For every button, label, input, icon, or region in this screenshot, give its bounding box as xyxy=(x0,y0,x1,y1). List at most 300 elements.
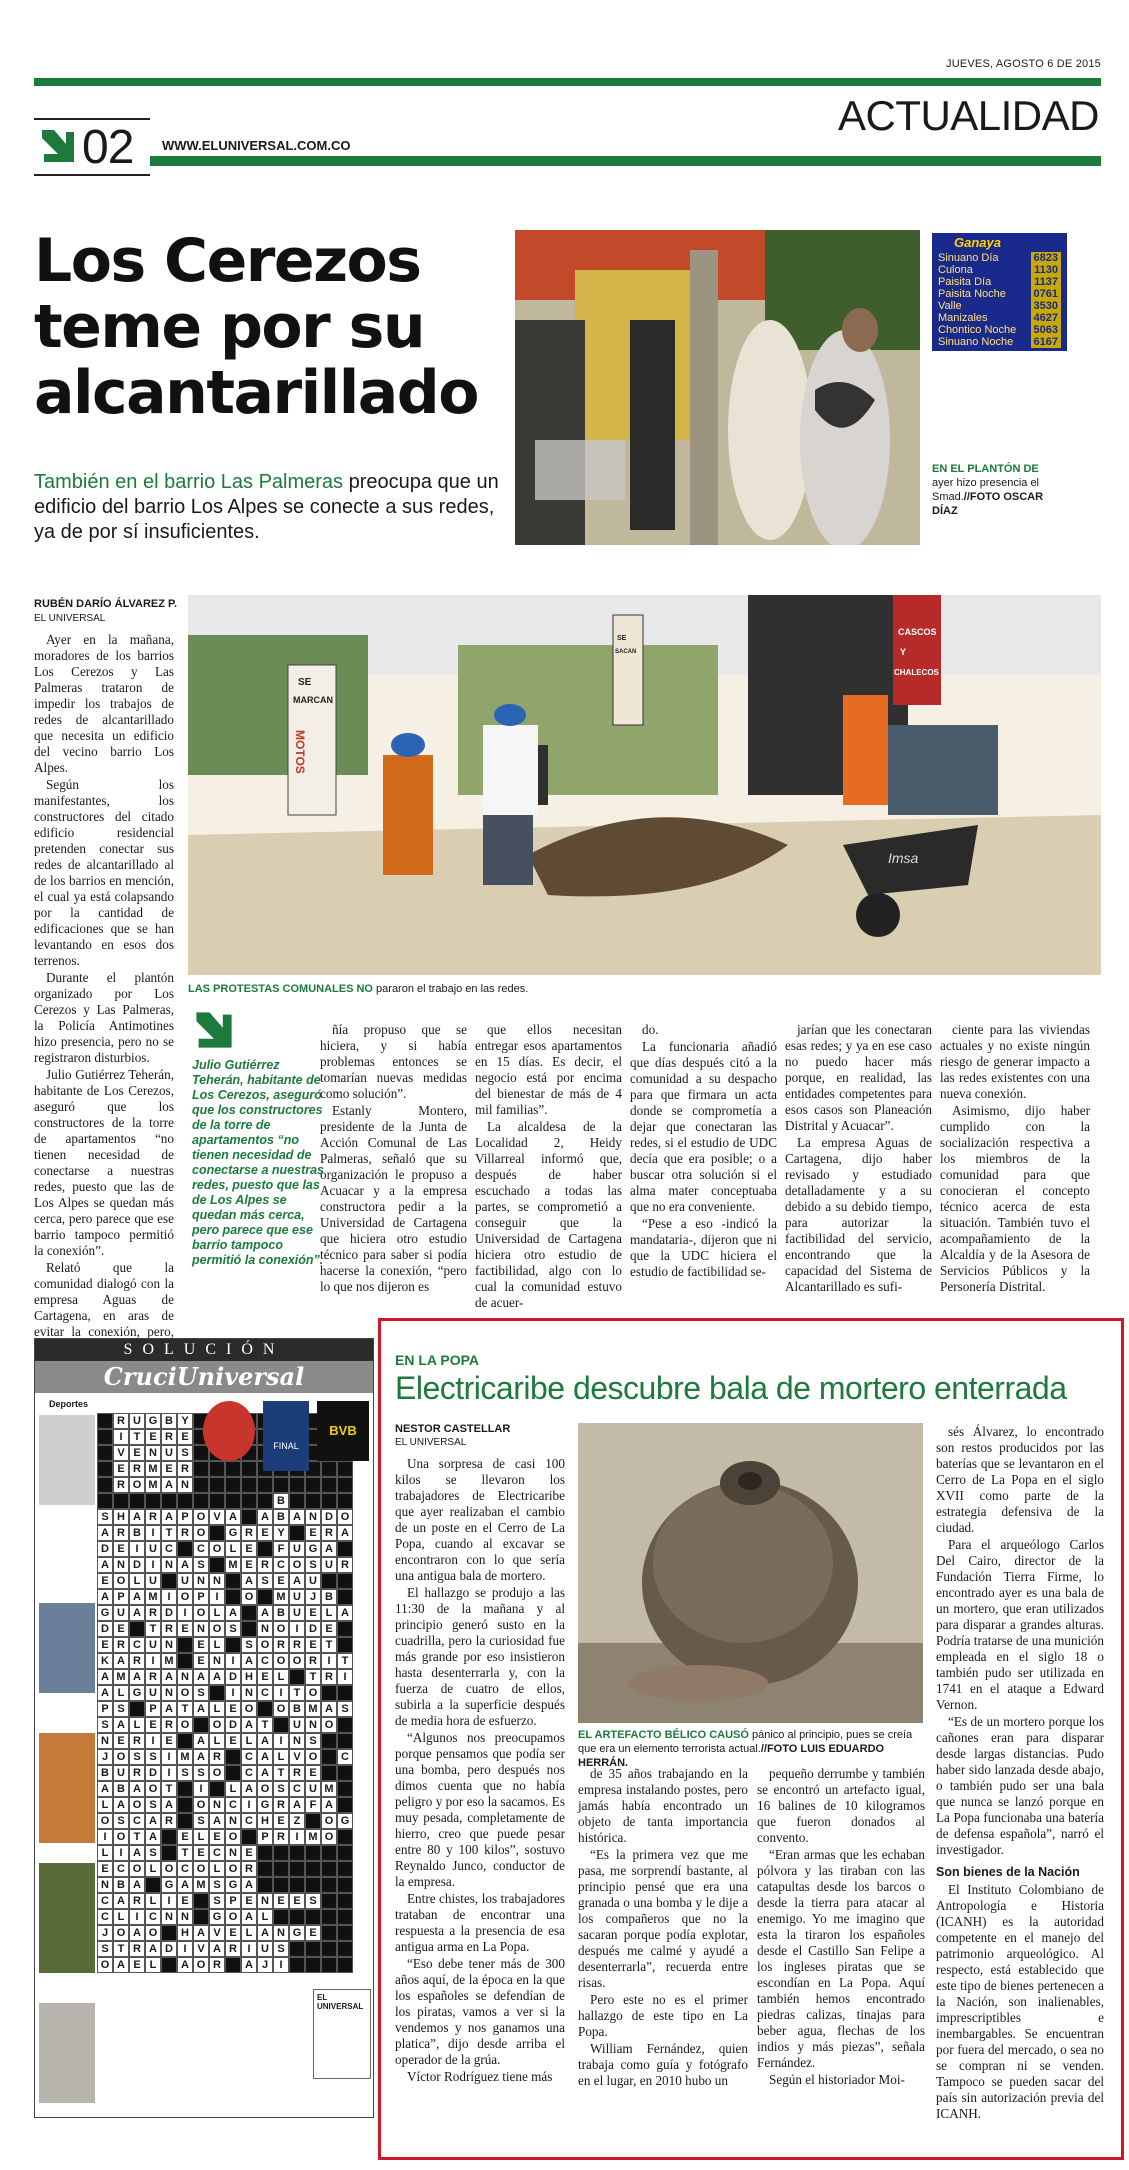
crossword-cell: A xyxy=(161,1797,177,1813)
svg-text:MARCAN: MARCAN xyxy=(293,695,333,705)
crossword-cell xyxy=(129,1701,145,1717)
crossword-cell: A xyxy=(177,1557,193,1573)
crossword-cell xyxy=(193,1893,209,1909)
crossword-cell: G xyxy=(145,1413,161,1429)
crossword-cell: L xyxy=(209,1861,225,1877)
crossword-cell: H xyxy=(257,1813,273,1829)
crossword-cell: L xyxy=(209,1701,225,1717)
crossword-cell: T xyxy=(289,1685,305,1701)
crossword-cell: R xyxy=(113,1477,129,1493)
crossword-cell: E xyxy=(97,1637,113,1653)
main-byline-org: EL UNIVERSAL xyxy=(34,613,106,624)
crossword-cell: S xyxy=(177,1445,193,1461)
paragraph: ñía propuso que se hiciera, y si había problemas entonces se tomarían nuevas medidas como solución”. xyxy=(320,1022,467,1101)
crossword-photo-4 xyxy=(39,1863,95,1973)
sub-byline-org: EL UNIVERSAL xyxy=(395,1437,467,1448)
crossword-cell: A xyxy=(209,1941,225,1957)
crossword-cell: J xyxy=(97,1925,113,1941)
crossword-cell: N xyxy=(289,1733,305,1749)
crossword-cell xyxy=(145,1493,161,1509)
crossword-cell: U xyxy=(161,1445,177,1461)
crossword-cell: C xyxy=(97,1893,113,1909)
crossword-cell: L xyxy=(209,1637,225,1653)
crossword-cell: T xyxy=(337,1653,353,1669)
crossword-cell xyxy=(321,1925,337,1941)
crossword-cell: O xyxy=(177,1589,193,1605)
crossword-cell: S xyxy=(193,1813,209,1829)
paragraph: La funcionaria añadió que días después citó a la comunidad a su despacho para que firmara un acta donde se comprometía a dejar que conectaran las redes, si el estudio de UDC decía que era posible; o a buscar otra solución si el alma mater conceptuaba que no era conveniente. xyxy=(630,1039,777,1214)
crossword-cell: N xyxy=(241,1685,257,1701)
crossword-cell: L xyxy=(241,1733,257,1749)
main-column-5 xyxy=(630,1022,777,1281)
crossword-cell: L xyxy=(97,1797,113,1813)
crossword-cell: N xyxy=(161,1685,177,1701)
crossword-cell: E xyxy=(129,1957,145,1973)
paragraph: William Fernández, quien trabaja como guía y fotógrafo en el lugar, en 2010 hubo un xyxy=(578,2041,748,2088)
paragraph: El Instituto Colombiano de Antropología e Historia (ICANH) es la autoridad competente en el manejo del patrimonio arqueológico. Al respecto, está establecido que este tipo de bienes pertenecen a la Nación, son inalienables, imprescriptibles e inembargables. Se encuentran por fuera del mercado, o sea no se compran ni se venden. Tampoco se pueden sacar del país sin autorización previa del ICANH. xyxy=(936,1882,1104,2121)
crossword-cell: O xyxy=(161,1861,177,1877)
crossword-cell: F xyxy=(273,1541,289,1557)
crossword-cell: S xyxy=(273,1941,289,1957)
crossword-cell xyxy=(97,1461,113,1477)
crossword-cell: R xyxy=(161,1813,177,1829)
crossword-cell xyxy=(97,1445,113,1461)
crossword-cell: V xyxy=(289,1749,305,1765)
crossword-cell: R xyxy=(113,1637,129,1653)
crossword-cell: G xyxy=(161,1877,177,1893)
crossword-cell: B xyxy=(129,1525,145,1541)
crossword-cell: C xyxy=(241,1813,257,1829)
sub-kicker: EN LA POPA xyxy=(395,1352,480,1368)
crossword-cell xyxy=(305,1941,321,1957)
crossword-cell: O xyxy=(209,1717,225,1733)
crossword-cell: I xyxy=(193,1781,209,1797)
crossword-cell xyxy=(209,1685,225,1701)
crossword-cell: O xyxy=(321,1813,337,1829)
crossword-cell: R xyxy=(113,1413,129,1429)
crossword-panel xyxy=(34,1338,374,2118)
crossword-cell: O xyxy=(273,1653,289,1669)
deck-text: preocupa que un edificio del barrio Los Alpes se conecte a sus redes, ya de por sí insuficientes. xyxy=(34,471,499,543)
crossword-cell: A xyxy=(257,1509,273,1525)
crossword-cell xyxy=(193,1493,209,1509)
crossword-cell: R xyxy=(129,1461,145,1477)
paragraph: Una sorpresa de casi 100 kilos se llevaron los trabajadores de Electricaribe que ayer realizaban el cambio de un poste en el Cerro de La Popa, cuando al excavar se encontraron con lo que sería una antigua bala de mortero. xyxy=(395,1456,565,1583)
crossword-cell xyxy=(177,1541,193,1557)
crossword-cell: O xyxy=(113,1925,129,1941)
crossword-cell: E xyxy=(113,1461,129,1477)
crossword-cell: J xyxy=(257,1957,273,1973)
crossword-cell: T xyxy=(273,1765,289,1781)
crossword-cell: E xyxy=(145,1429,161,1445)
crossword-cell xyxy=(289,1525,305,1541)
crossword-cell: S xyxy=(145,1749,161,1765)
crossword-cell: G xyxy=(97,1605,113,1621)
crossword-cell: N xyxy=(305,1717,321,1733)
page-number-box xyxy=(34,118,150,176)
crossword-cell: R xyxy=(289,1765,305,1781)
crossword-cell xyxy=(161,1957,177,1973)
crossword-cell: A xyxy=(193,1733,209,1749)
crossword-cell: P xyxy=(113,1589,129,1605)
crossword-cell: I xyxy=(241,1797,257,1813)
crossword-cell xyxy=(321,1461,337,1477)
crossword-cell xyxy=(225,1477,241,1493)
crossword-cell: A xyxy=(97,1525,113,1541)
crossword-cell: R xyxy=(273,1637,289,1653)
lottery-row xyxy=(932,300,1067,312)
crossword-cell: E xyxy=(257,1669,273,1685)
crossword-cell: A xyxy=(113,1957,129,1973)
lottery-results xyxy=(932,233,1067,351)
crossword-cell: G xyxy=(337,1813,353,1829)
crossword-cell xyxy=(321,1877,337,1893)
crossword-cell: R xyxy=(145,1605,161,1621)
crossword-cell: A xyxy=(257,1749,273,1765)
crossword-cell: C xyxy=(273,1557,289,1573)
crossword-cell: E xyxy=(177,1429,193,1445)
lottery-brand: Ganaya xyxy=(954,235,1001,250)
sub-column-4 xyxy=(936,1424,1104,2123)
crossword-cell xyxy=(337,1733,353,1749)
crossword-cell: L xyxy=(145,1893,161,1909)
crossword-cell: U xyxy=(289,1541,305,1557)
crossword-cell: B xyxy=(273,1605,289,1621)
crossword-cell: O xyxy=(177,1717,193,1733)
crossword-cell xyxy=(321,1733,337,1749)
crossword-cell xyxy=(305,1813,321,1829)
crossword-cell: D xyxy=(145,1765,161,1781)
crossword-cell xyxy=(177,1733,193,1749)
crossword-cell xyxy=(289,1957,305,1973)
crossword-cell xyxy=(225,1589,241,1605)
section-title: ACTUALIDAD xyxy=(837,92,1099,139)
paragraph: Durante el plantón organizado por Los Cerezos y Las Palmeras, la Policía Antimotines hizo presencia, pero no se registraron disturbios. xyxy=(34,970,174,1065)
crossword-photo-1 xyxy=(39,1415,95,1505)
crossword-cell xyxy=(161,1925,177,1941)
crossword-cell xyxy=(209,1461,225,1477)
crossword-cell: A xyxy=(113,1717,129,1733)
crossword-cell: Z xyxy=(289,1813,305,1829)
crossword-cell: E xyxy=(241,1893,257,1909)
crossword-cell: R xyxy=(289,1637,305,1653)
crossword-photo-2 xyxy=(39,1603,95,1693)
crossword-cell xyxy=(321,1909,337,1925)
crossword-cell: P xyxy=(145,1701,161,1717)
crossword-cell xyxy=(337,1541,353,1557)
crossword-cell: C xyxy=(113,1861,129,1877)
crossword-cell: O xyxy=(337,1509,353,1525)
crossword-cell xyxy=(257,1861,273,1877)
crossword-cell: D xyxy=(161,1941,177,1957)
crossword-cell: L xyxy=(145,1861,161,1877)
crossword-cell: D xyxy=(225,1717,241,1733)
crossword-cell: U xyxy=(129,1413,145,1429)
crossword-cell xyxy=(337,1637,353,1653)
crossword-cell: U xyxy=(113,1605,129,1621)
crossword-cell xyxy=(145,1877,161,1893)
crossword-cell: B xyxy=(273,1493,289,1509)
paragraph: “Es la primera vez que me pasa, me sorprendí bastante, al principio pensé que era una granada o una bomba y le dije a los compañeros que no la sacaran porque podía explotar, después me calmé y ayudé a desenterrarla”, recuerda entre risas. xyxy=(578,1847,748,1990)
crossword-cell: E xyxy=(113,1733,129,1749)
crossword-cell xyxy=(321,1893,337,1909)
crossword-cell: U xyxy=(289,1605,305,1621)
crossword-cell: O xyxy=(113,1829,129,1845)
crossword-cell xyxy=(257,1701,273,1717)
svg-text:SACAN: SACAN xyxy=(615,649,637,655)
crossword-cell: R xyxy=(161,1429,177,1445)
crossword-cell: B xyxy=(161,1413,177,1429)
crossword-cell: N xyxy=(161,1637,177,1653)
crossword-cell: G xyxy=(305,1541,321,1557)
crossword-cell: A xyxy=(257,1925,273,1941)
crossword-cell: J xyxy=(305,1589,321,1605)
paragraph: jarían que les conectaran esas redes; y ya en ese caso no puedo hacer más porque, en realidad, las entidades competentes para esos casos son Planeación Distrital y Acuacar”. xyxy=(785,1022,932,1133)
crossword-cell: H xyxy=(177,1925,193,1941)
crossword-cell xyxy=(241,1509,257,1525)
crossword-cell: L xyxy=(209,1605,225,1621)
crossword-cell xyxy=(289,1909,305,1925)
crossword-cell: S xyxy=(241,1637,257,1653)
crossword-cell: D xyxy=(97,1621,113,1637)
crossword-cell: G xyxy=(129,1685,145,1701)
crossword-cell: R xyxy=(145,1669,161,1685)
crossword-cell xyxy=(337,1797,353,1813)
crossword-cell: S xyxy=(145,1797,161,1813)
sub-subhead: Son bienes de la Nación xyxy=(936,1865,1080,1879)
paragraph: Según el historiador Moi- xyxy=(769,2072,905,2087)
crossword-cell: M xyxy=(113,1669,129,1685)
crossword-cell xyxy=(209,1493,225,1509)
crossword-cell xyxy=(209,1781,225,1797)
crossword-cell xyxy=(193,1909,209,1925)
crossword-cell: I xyxy=(161,1893,177,1909)
crossword-cell: A xyxy=(129,1605,145,1621)
crossword-cell xyxy=(337,1461,353,1477)
crossword-cell xyxy=(161,1845,177,1861)
svg-text:SE: SE xyxy=(617,635,627,642)
crossword-cell xyxy=(305,1957,321,1973)
crossword-cell xyxy=(289,1845,305,1861)
crossword-cell xyxy=(337,1493,353,1509)
crossword-cell: I xyxy=(129,1541,145,1557)
crossword-cell: U xyxy=(289,1589,305,1605)
crossword-cell xyxy=(257,1477,273,1493)
crossword-cell: A xyxy=(225,1605,241,1621)
crossword-cell: M xyxy=(225,1557,241,1573)
crossword-cell xyxy=(321,1941,337,1957)
crossword-cell: A xyxy=(129,1925,145,1941)
crossword-cell: A xyxy=(289,1797,305,1813)
crossword-cell: N xyxy=(209,1797,225,1813)
lottery-row xyxy=(932,264,1067,276)
crossword-cell: I xyxy=(209,1589,225,1605)
crossword-cell: U xyxy=(177,1573,193,1589)
crossword-cell: D xyxy=(161,1605,177,1621)
crossword-cell: N xyxy=(273,1925,289,1941)
crossword-cell: A xyxy=(193,1701,209,1717)
crossword-cell: R xyxy=(305,1653,321,1669)
crossword-cell: I xyxy=(145,1525,161,1541)
paragraph: La empresa Aguas de Cartagena, dijo haber revisado y estudiado detalladamente y a su debido a su debido tiempo, para autorizar la factibilidad del servicio, encontrando que la capacidad del Sistema de Alcantarillado es sufi- xyxy=(785,1135,932,1294)
crossword-cell: A xyxy=(129,1845,145,1861)
paragraph: Asimismo, dijo haber cumplido con la socialización respectiva a los miembros de la comunidad para que conocieran el concepto técnico acerca de esta situación. También tuvo el acompañamiento de la Alcaldía y de la Asesora de Servicios Públicos y la Personería Distrital. xyxy=(940,1103,1090,1294)
crossword-cell: L xyxy=(257,1909,273,1925)
crossword-cell: S xyxy=(113,1813,129,1829)
crossword-cell: R xyxy=(177,1461,193,1477)
crossword-cell: O xyxy=(209,1765,225,1781)
crossword-cell: H xyxy=(241,1669,257,1685)
crossword-cell: E xyxy=(273,1813,289,1829)
crossword-cell: S xyxy=(193,1765,209,1781)
crossword-cell xyxy=(337,1941,353,1957)
crossword-cell: I xyxy=(161,1589,177,1605)
crossword-cell: T xyxy=(129,1829,145,1845)
crossword-cell: V xyxy=(193,1941,209,1957)
sub-byline: NESTOR CASTELLAR xyxy=(395,1423,511,1435)
crossword-cell xyxy=(305,1909,321,1925)
crossword-cell: D xyxy=(305,1621,321,1637)
crossword-title: CruciUniversal xyxy=(35,1361,373,1393)
crossword-cell: I xyxy=(145,1733,161,1749)
crossword-cell: A xyxy=(209,1813,225,1829)
crossword-cell: E xyxy=(273,1573,289,1589)
crossword-cell: V xyxy=(113,1445,129,1461)
crossword-cell: N xyxy=(113,1557,129,1573)
crossword-cell xyxy=(337,1957,353,1973)
crossword-cell: A xyxy=(97,1669,113,1685)
lottery-row xyxy=(932,336,1067,348)
crossword-cell: O xyxy=(145,1781,161,1797)
crossword-cell: O xyxy=(129,1477,145,1493)
main-column-7 xyxy=(940,1022,1090,1296)
main-column-1 xyxy=(34,632,174,1357)
paragraph: “Algunos nos preocupamos porque pensamos que podía ser una bomba, pero después nos dimos cuenta que no había peligro y por eso la sacamos. Es muy pesada, completamente de hierro, creo que puede pesar entre 80 y 100 kilos”, sostuvo Reynaldo Junco, conductor de la empresa. xyxy=(395,1730,565,1889)
crossword-cell: A xyxy=(145,1813,161,1829)
crossword-cell: L xyxy=(225,1781,241,1797)
crossword-cell: E xyxy=(177,1893,193,1909)
crossword-cell: B xyxy=(321,1589,337,1605)
crossword-cell: A xyxy=(145,1941,161,1957)
crossword-cell: L xyxy=(273,1749,289,1765)
crossword-cell: C xyxy=(337,1749,353,1765)
crossword-cell: E xyxy=(241,1845,257,1861)
svg-text:CHALECOS: CHALECOS xyxy=(894,668,939,677)
crossword-cell: P xyxy=(225,1893,241,1909)
crossword-cell: C xyxy=(241,1749,257,1765)
crossword-cell xyxy=(113,1493,129,1509)
crossword-cell: E xyxy=(225,1701,241,1717)
final-logo: FINAL xyxy=(263,1401,309,1471)
crossword-cell xyxy=(273,1909,289,1925)
crossword-cell: N xyxy=(209,1573,225,1589)
paragraph: El hallazgo se produjo a las 11:30 de la mañana y al principio generó susto en la cuadrilla, pero la curiosidad fue más grande por eso insistieron hasta desenterrarla y, con la fuerza de cuatro de ellos, subirla a la superficie después de media hora de esfuerzo. xyxy=(395,1585,565,1728)
crossword-cell: E xyxy=(241,1541,257,1557)
issue-date: JUEVES, AGOSTO 6 DE 2015 xyxy=(946,58,1101,70)
crossword-cell: C xyxy=(145,1909,161,1925)
crossword-cell: R xyxy=(273,1797,289,1813)
crossword-cell: S xyxy=(177,1765,193,1781)
crossword-cell: M xyxy=(305,1829,321,1845)
crossword-cell: I xyxy=(145,1653,161,1669)
paragraph: Pero este no es el primer hallazgo de este tipo en La Popa. xyxy=(578,1992,748,2039)
crossword-cell xyxy=(129,1493,145,1509)
crossword-cell: S xyxy=(257,1573,273,1589)
crossword-cell: I xyxy=(97,1829,113,1845)
crossword-cell: A xyxy=(321,1541,337,1557)
crossword-cell: A xyxy=(161,1509,177,1525)
svg-text:MOTOS: MOTOS xyxy=(293,730,307,774)
lottery-row xyxy=(932,252,1067,264)
crossword-cell: S xyxy=(97,1941,113,1957)
crossword-cell xyxy=(337,1477,353,1493)
crossword-cell: N xyxy=(225,1813,241,1829)
paragraph: Ayer en la mañana, moradores de los barrios Los Cerezos y Las Palmeras trataron de impedir los trabajos de redes de alcantarillado que necesita un edificio del vecino barrio Los Alpes. xyxy=(34,632,174,775)
crossword-cell xyxy=(225,1957,241,1973)
crossword-cell: T xyxy=(321,1637,337,1653)
crossword-cell: A xyxy=(209,1669,225,1685)
crossword-photo-5 xyxy=(39,2003,95,2103)
lottery-name: Sinuano Noche xyxy=(938,336,1014,348)
crossword-cell: E xyxy=(97,1861,113,1877)
crossword-cell: A xyxy=(97,1557,113,1573)
crossword-cell: A xyxy=(129,1589,145,1605)
crossword-cell: I xyxy=(145,1557,161,1573)
crossword-cell: A xyxy=(113,1893,129,1909)
crossword-cell: R xyxy=(209,1749,225,1765)
crossword-cell: N xyxy=(97,1733,113,1749)
crossword-cell: O xyxy=(129,1797,145,1813)
crossword-cell xyxy=(225,1749,241,1765)
paragraph: do. xyxy=(642,1022,659,1037)
crossword-cell: L xyxy=(225,1541,241,1557)
crossword-cell: D xyxy=(321,1509,337,1525)
crossword-cell: O xyxy=(225,1829,241,1845)
crossword-cell xyxy=(209,1525,225,1541)
crossword-cell: O xyxy=(305,1749,321,1765)
crossword-cell: A xyxy=(337,1605,353,1621)
crossword-cell: D xyxy=(225,1669,241,1685)
crossword-cell: P xyxy=(193,1589,209,1605)
crossword-cell: E xyxy=(113,1541,129,1557)
crossword-cell: A xyxy=(161,1669,177,1685)
crossword-cell: B xyxy=(113,1781,129,1797)
lottery-name: Paisita Día xyxy=(938,276,992,288)
crossword-cell: I xyxy=(321,1653,337,1669)
paragraph: Relató que la comunidad dialogó con la empresa Aguas de Cartagena, en aras de evitar la conexión, pero, xyxy=(34,1260,174,1339)
crossword-cell xyxy=(273,1877,289,1893)
crossword-sport-label: Deportes xyxy=(49,1399,89,1409)
crossword-cell xyxy=(337,1909,353,1925)
crossword-cell xyxy=(289,1861,305,1877)
crossword-cell: B xyxy=(97,1765,113,1781)
crossword-cell xyxy=(241,1605,257,1621)
crossword-cell xyxy=(177,1637,193,1653)
crossword-cell: O xyxy=(193,1525,209,1541)
paragraph: “Eran armas que les echaban pólvora y las tiraban con las catapultas desde los barcos o desde la tierra para atacar al enemigo. Yo me imagino que esta la tiraron los españoles desde el Castillo San Felipe a los ingleses piratas que se escondían en La Popa. Aquí también hemos encontrado piedras calizas, tinajas para beber agua, flechas de los indios y más piezas”, señala Fernández. xyxy=(757,1847,925,2070)
crossword-cell: O xyxy=(241,1589,257,1605)
crossword-cell: A xyxy=(321,1797,337,1813)
sub-headline: Electricaribe descubre bala de mortero enterrada xyxy=(395,1370,1067,1406)
crossword-cell: A xyxy=(113,1797,129,1813)
crossword-cell: N xyxy=(177,1669,193,1685)
crossword-cell: O xyxy=(193,1605,209,1621)
crossword-cell: H xyxy=(113,1509,129,1525)
crossword-cell: U xyxy=(257,1941,273,1957)
crossword-cell xyxy=(97,1429,113,1445)
crossword-cell: R xyxy=(225,1941,241,1957)
crossword-cell: O xyxy=(145,1925,161,1941)
